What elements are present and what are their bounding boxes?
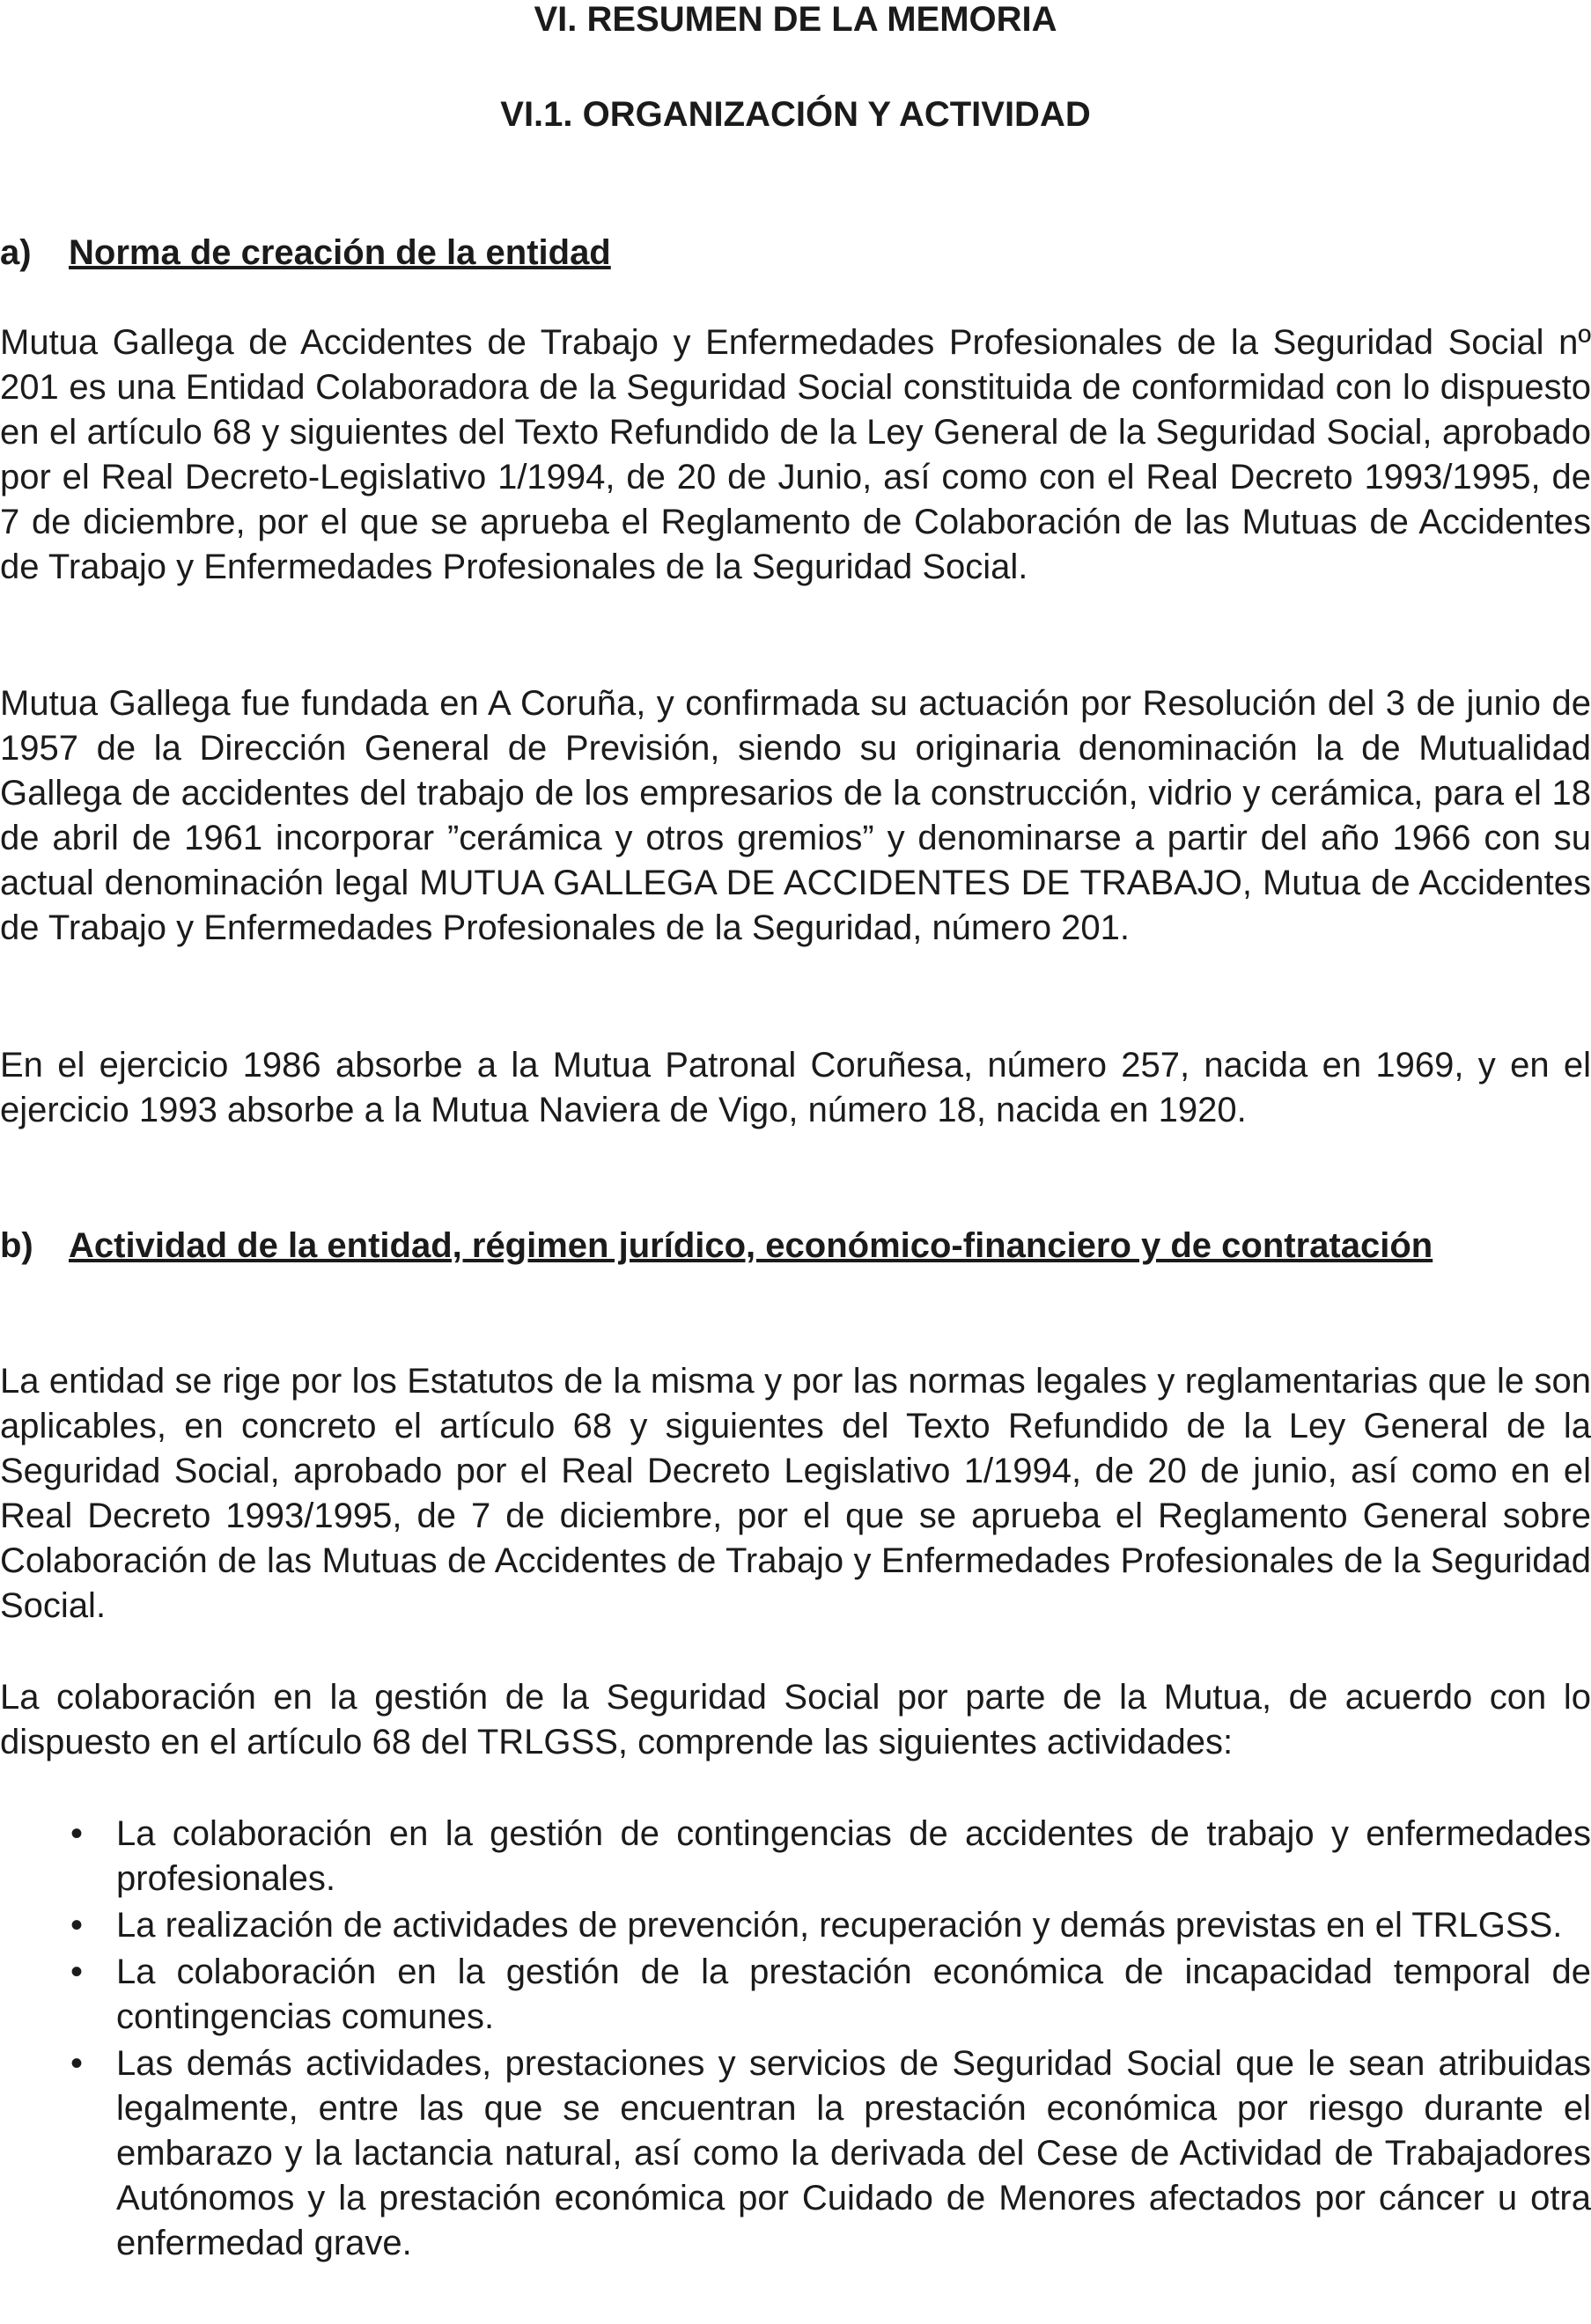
section-b-heading: [0, 1224, 1591, 1269]
bullet-icon: •: [70, 2044, 84, 2083]
section-a-heading: [0, 231, 1591, 276]
list-item: [0, 1903, 1591, 1948]
bullet-icon: •: [70, 1906, 84, 1945]
list-item: [0, 1950, 1591, 2040]
section-a-heading-text: Norma de creación de la entidad: [69, 233, 611, 272]
paragraph: Mutua Gallega de Accidentes de Trabajo y Enfermedades Profesionales de la Seguridad Social nº 201 es una Entidad Colaboradora de la Seguridad Social constituida de conformidad con lo dispuesto en el artículo 68 y siguientes del Texto Refundido de la Ley General de la Seguridad Social, aprobado por el Real Decreto-Legislativo 1/1994, de 20 de Junio, así como con el Real Decreto 1993/1995, de 7 de diciembre, por el que se aprueba el Reglamento de Colaboración de las Mutuas de Accidentes de Trabajo y Enfermedades Profesionales de la Seguridad Social.: [0, 323, 1591, 586]
section-title: VI.1. ORGANIZACIÓN Y ACTIVIDAD: [500, 95, 1091, 134]
list-item-text: Las demás actividades, prestaciones y servicios de Seguridad Social que le sean atribuidas legalmente, entre las que se encuentran la prestación económica por riesgo durante el embarazo y la lactancia natural, así como la derivada del Cese de Actividad de Trabajadores Autónomos y la prestación económica por Cuidado de Menores afectados por cáncer u otra enfermedad grave.: [116, 2044, 1591, 2262]
section-b-heading-text: Actividad de la entidad, régimen jurídico, económico-financiero y de contratación: [69, 1226, 1433, 1265]
section-b-letter: b): [0, 1226, 33, 1265]
section-a-letter: a): [0, 233, 32, 272]
paragraph: La colaboración en la gestión de la Seguridad Social por parte de la Mutua, de acuerdo con lo dispuesto en el artículo 68 del TRLGSS, comprende las siguientes actividades:: [0, 1678, 1591, 1761]
list-item-text: La colaboración en la gestión de la prestación económica de incapacidad temporal de contingencias comunes.: [116, 1953, 1591, 2036]
bullet-icon: •: [70, 1814, 84, 1853]
list-item: [0, 2041, 1591, 2266]
bullet-icon: •: [70, 1953, 84, 1991]
paragraph: Mutua Gallega fue fundada en A Coruña, y confirmada su actuación por Resolución del 3 de junio de 1957 de la Dirección General de Previsión, siendo su originaria denominación la de Mutualidad Gallega de accidentes del trabajo de los empresarios de la construcción, vidrio y cerámica, para el 18 de abril de 1961 incorporar ”cerámica y otros gremios” y denominarse a partir del año 1966 con su actual denominación legal MUTUA GALLEGA DE ACCIDENTES DE TRABAJO, Mutua de Accidentes de Trabajo y Enfermedades Profesionales de la Seguridad, número 201.: [0, 684, 1591, 947]
activities-list: [0, 1812, 1591, 2268]
list-item: [0, 1812, 1591, 1901]
document-title: VI. RESUMEN DE LA MEMORIA: [534, 0, 1057, 39]
paragraph: La entidad se rige por los Estatutos de la misma y por las normas legales y reglamentarias que le son aplicables, en concreto el artículo 68 y siguientes del Texto Refundido de la Ley General de la Seguridad Social, aprobado por el Real Decreto Legislativo 1/1994, de 20 de junio, así como en el Real Decreto 1993/1995, de 7 de diciembre, por el que se aprueba el Reglamento General sobre Colaboración de las Mutuas de Accidentes de Trabajo y Enfermedades Profesionales de la Seguridad Social.: [0, 1362, 1591, 1625]
list-item-text: La realización de actividades de prevención, recuperación y demás previstas en el TRLGSS.: [116, 1906, 1563, 1945]
list-item-text: La colaboración en la gestión de contingencias de accidentes de trabajo y enfermedades profesionales.: [116, 1814, 1591, 1898]
paragraph: En el ejercicio 1986 absorbe a la Mutua Patronal Coruñesa, número 257, nacida en 1969, y en el ejercicio 1993 absorbe a la Mutua Naviera de Vigo, número 18, nacida en 1920.: [0, 1046, 1591, 1129]
